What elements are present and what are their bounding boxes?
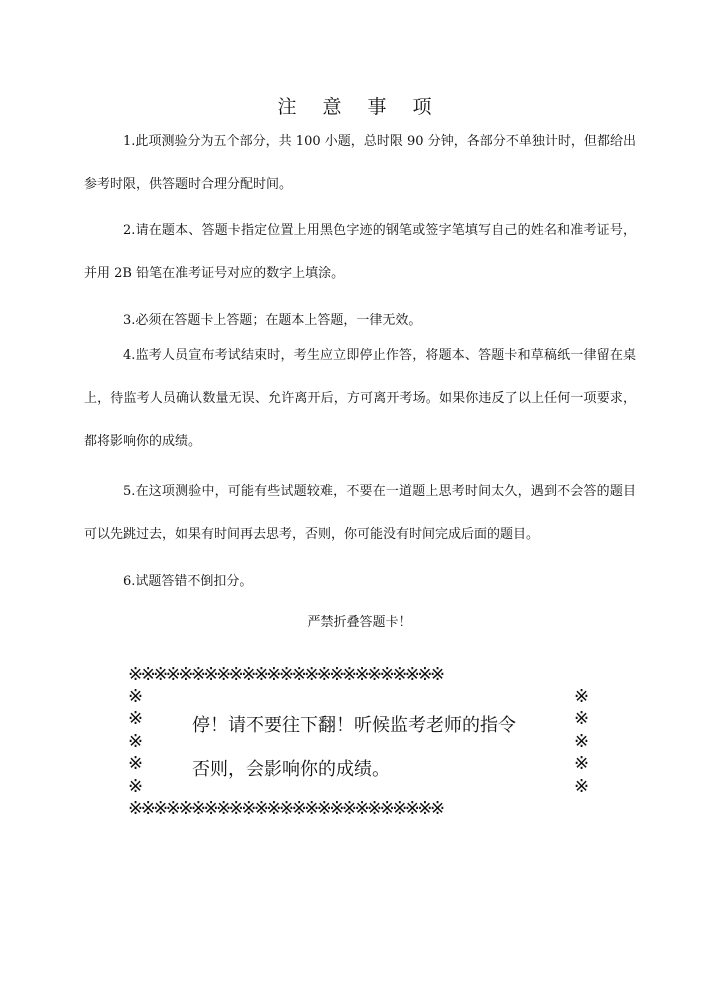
page-title: 注 意 事 项: [277, 96, 442, 118]
notice-border-right-mark: ※: [574, 753, 590, 774]
notice-border-left-mark: ※: [128, 731, 144, 752]
instruction-5: 5.在这项测验中，可能有些试题较难，不要在一道题上思考时间太久，遇到不会答的题目可以先跳过去，如果有时间再去思考，否则，你可能没有时间完成后面的题目。: [84, 484, 636, 542]
notice-border-left-mark: ※: [128, 708, 144, 729]
stop-notice-box: [128, 664, 598, 824]
instruction-6: 6.试题答错不倒扣分。: [123, 574, 253, 589]
notice-border-right-mark: ※: [574, 686, 590, 707]
notice-border-left-mark: ※: [128, 686, 144, 707]
notice-border-right-mark: ※: [574, 731, 590, 752]
notice-border-left-mark: ※: [128, 753, 144, 774]
instruction-4: 4.监考人员宣布考试结束时，考生应立即停止作答，将题本、答题卡和草稿纸一律留在桌上，待监考人员确认数量无误、允许离开后，方可离开考场。如果你违反了以上任何一项要求，都将影响你的成绩。: [84, 348, 636, 449]
instruction-3: 3.必须在答题卡上答题；在题本上答题，一律无效。: [123, 313, 422, 328]
notice-line-stop: 停！请不要往下翻！听候监考老师的指令: [192, 715, 516, 736]
instruction-2: 2.请在题本、答题卡指定位置上用黑色字迹的钢笔或签字笔填写自己的姓名和准考证号，并用 2B 铅笔在准考证号对应的数字上填涂。: [84, 223, 636, 281]
no-folding-warning: 严禁折叠答题卡！: [307, 615, 412, 630]
notice-line-consequence: 否则，会影响你的成绩。: [192, 759, 390, 780]
notice-border-right-mark: ※: [574, 776, 590, 797]
instruction-1: 1.此项测验分为五个部分，共 100 小题，总时限 90 分钟，各部分不单独计时，但都给出参考时限，供答题时合理分配时间。: [84, 134, 636, 192]
notice-border-right-mark: ※: [574, 708, 590, 729]
notice-border-bottom: ※※※※※※※※※※※※※※※※※※※※※※※※※: [128, 798, 443, 819]
notice-border-left-mark: ※: [128, 776, 144, 797]
notice-border-top: ※※※※※※※※※※※※※※※※※※※※※※※※※: [128, 664, 443, 685]
